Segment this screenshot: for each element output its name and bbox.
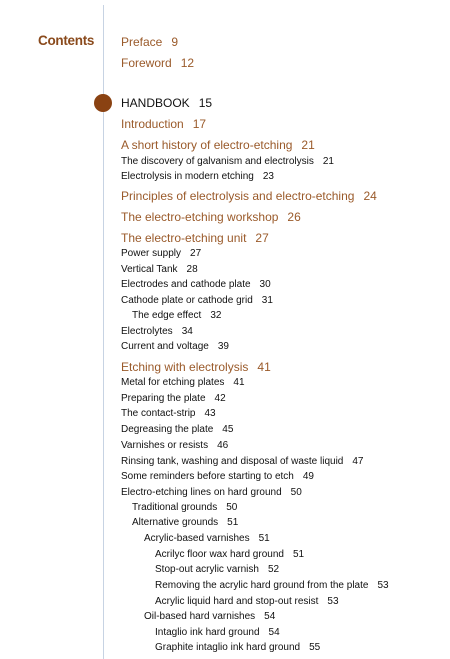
toc-entry[interactable]: Degreasing the plate 45 bbox=[121, 424, 234, 435]
toc-entry-etching-electrolysis[interactable]: Etching with electrolysis 41 bbox=[121, 360, 271, 374]
toc-entry[interactable]: Electrolysis in modern etching 23 bbox=[121, 171, 274, 182]
toc-entry-preface[interactable]: Preface 9 bbox=[121, 35, 179, 49]
toc-entry[interactable]: Electro-etching lines on hard ground 50 bbox=[121, 487, 302, 498]
toc-entry[interactable]: Alternative grounds 51 bbox=[132, 517, 239, 528]
toc-entry-workshop[interactable]: The electro-etching workshop 26 bbox=[121, 210, 301, 224]
contents-heading: Contents bbox=[38, 33, 95, 48]
toc-entry[interactable]: Stop-out acrylic varnish 52 bbox=[155, 564, 280, 575]
toc-entry-foreword[interactable]: Foreword 12 bbox=[121, 56, 195, 70]
toc-entry[interactable]: Power supply 27 bbox=[121, 248, 202, 259]
toc-entry[interactable]: Traditional grounds 50 bbox=[132, 502, 238, 513]
section-marker-icon bbox=[94, 94, 112, 112]
toc-entry[interactable]: Varnishes or resists 46 bbox=[121, 440, 229, 451]
toc-entry-introduction[interactable]: Introduction 17 bbox=[121, 117, 207, 131]
toc-entry[interactable]: Cathode plate or cathode grid 31 bbox=[121, 295, 273, 306]
toc-entry[interactable]: Vertical Tank 28 bbox=[121, 264, 198, 275]
toc-entry[interactable]: Electrodes and cathode plate 30 bbox=[121, 279, 271, 290]
toc-entry[interactable]: Intaglio ink hard ground 54 bbox=[155, 627, 280, 638]
toc-entry[interactable]: The contact-strip 43 bbox=[121, 408, 216, 419]
toc-entry[interactable]: Metal for etching plates 41 bbox=[121, 377, 245, 388]
toc-entry[interactable]: Electrolytes 34 bbox=[121, 326, 193, 337]
toc-entry-short-history[interactable]: A short history of electro-etching 21 bbox=[121, 138, 315, 152]
toc-entry[interactable]: Acrilyc floor wax hard ground 51 bbox=[155, 549, 305, 560]
toc-entry[interactable]: Rinsing tank, washing and disposal of waste liquid 47 bbox=[121, 456, 364, 467]
toc-entry-handbook[interactable]: HANDBOOK 15 bbox=[121, 96, 213, 110]
toc-entry-unit[interactable]: The electro-etching unit 27 bbox=[121, 231, 269, 245]
toc-entry[interactable]: The discovery of galvanism and electrolysis 21 bbox=[121, 156, 334, 167]
toc-entry[interactable]: Graphite intaglio ink hard ground 55 bbox=[155, 642, 321, 653]
toc-entry[interactable]: Preparing the plate 42 bbox=[121, 393, 226, 404]
toc-entry[interactable]: Acrylic-based varnishes 51 bbox=[144, 533, 270, 544]
toc-entry[interactable]: The edge effect 32 bbox=[132, 310, 222, 321]
toc-entry[interactable]: Some reminders before starting to etch 49 bbox=[121, 471, 314, 482]
toc-entry[interactable]: Removing the acrylic hard ground from the plate 53 bbox=[155, 580, 389, 591]
toc-entry-principles[interactable]: Principles of electrolysis and electro-etching 24 bbox=[121, 189, 377, 203]
toc-entry[interactable]: Oil-based hard varnishes 54 bbox=[144, 611, 276, 622]
toc-entry[interactable]: Current and voltage 39 bbox=[121, 341, 229, 352]
toc-entry[interactable]: Acrylic liquid hard and stop-out resist 53 bbox=[155, 596, 339, 607]
